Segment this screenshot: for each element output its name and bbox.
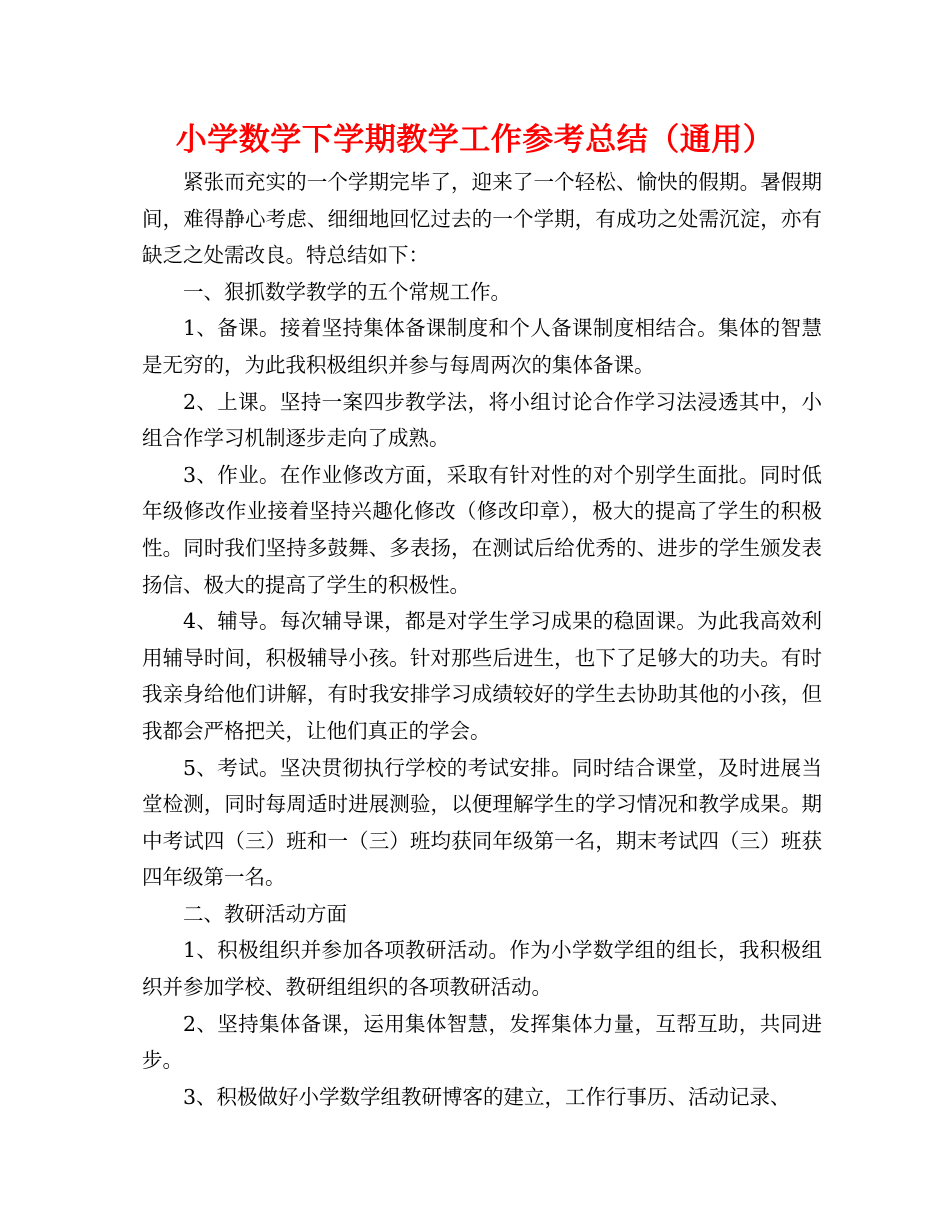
paragraph-section-1-heading: 一、狠抓数学教学的五个常规工作。: [183, 279, 511, 304]
paragraph-research-activities: 1、积极组织并参加各项教研活动。作为小学数学组的组长，我积极组织并参加学校、教研组组织的各项教研活动。: [142, 938, 822, 1000]
paragraph-lesson-prep: 1、备课。接着坚持集体备课制度和个人备课制度相结合。集体的智慧是无穷的，为此我积极组织并参与每周两次的集体备课。: [142, 316, 822, 377]
paragraph-tutoring: 4、辅导。每次辅导课，都是对学生学习成果的稳固课。为此我高效利用辅导时间，积极辅导小孩。针对那些后进生，也下了足够大的功夫。有时我亲身给他们讲解，有时我安排学习成绩较好的学生去协助其他的小孩，但我都会严格把关，让他们真正的学会。: [142, 609, 822, 743]
paragraph-section-2-heading: 二、教研活动方面: [183, 901, 347, 926]
paragraph-exams: 5、考试。坚决贯彻执行学校的考试安排。同时结合课堂，及时进展当堂检测，同时每周适时进展测验，以便理解学生的学习情况和教学成果。期中考试四（三）班和一（三）班均获同年级第一名，期末考试四（三）班获四年级第一名。: [142, 755, 822, 890]
document-body: [142, 164, 822, 1115]
paragraph-collective-prep: 2、坚持集体备课，运用集体智慧，发挥集体力量，互帮互助，共同进步。: [142, 1011, 822, 1073]
paragraph-homework: 3、作业。在作业修改方面，采取有针对性的对个别学生面批。同时低年级修改作业接着坚持兴趣化修改（修改印章），极大的提高了学生的积极性。同时我们坚持多鼓舞、多表扬，在测试后给优秀的、进步的学生颁发表扬信、极大的提高了学生的积极性。: [142, 462, 822, 597]
paragraph-intro: 紧张而充实的一个学期完毕了，迎来了一个轻松、愉快的假期。暑假期间，难得静心考虑、细细地回忆过去的一个学期，有成功之处需沉淀，亦有缺乏之处需改良。特总结如下：: [142, 170, 822, 268]
document-title: 小学数学下学期教学工作参考总结（通用）: [175, 122, 775, 158]
paragraph-blog: 3、积极做好小学数学组教研博客的建立，工作行事历、活动记录、: [183, 1084, 791, 1109]
paragraph-teaching: 2、上课。坚持一案四步教学法，将小组讨论合作学习法浸透其中，小组合作学习机制逐步走向了成熟。: [142, 389, 822, 451]
